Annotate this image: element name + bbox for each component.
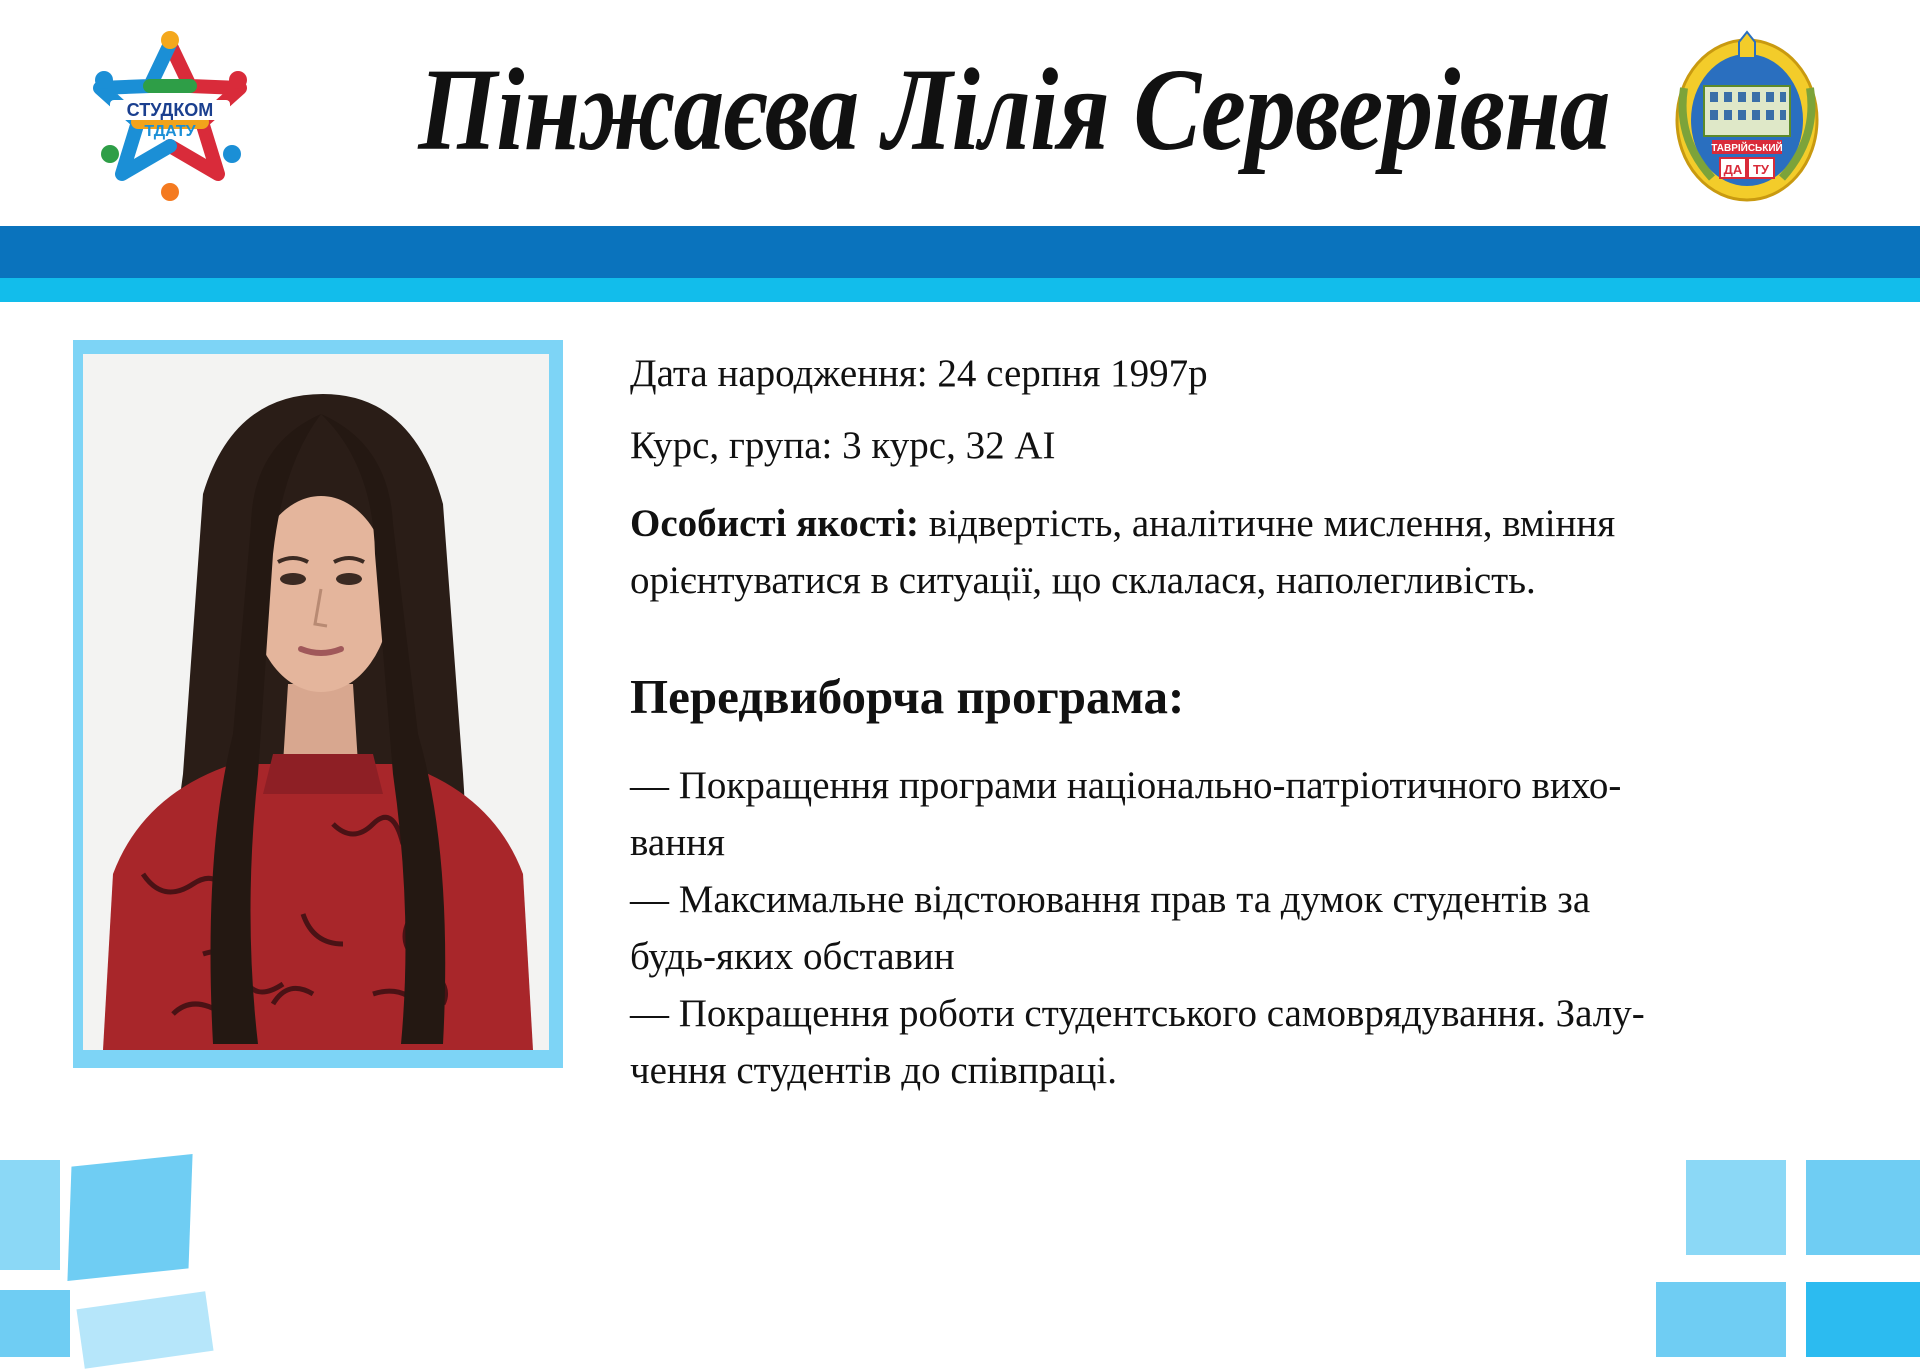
qualities-text-line1: відвертість, аналітичне мислення, вміння: [928, 502, 1616, 545]
birth-date-label: Дата народження:: [630, 352, 928, 395]
header: [0, 0, 1920, 226]
personal-qualities: [630, 495, 1830, 609]
birth-date: [630, 345, 1830, 417]
program-list: [630, 757, 1830, 1099]
decor-square: [0, 1290, 70, 1357]
course-group-label: Курс, група:: [630, 424, 833, 467]
decor-square: [76, 1291, 213, 1369]
decor-square: [0, 1160, 60, 1270]
program-line: — Покращення роботи студентського самоврядування. Залу-: [630, 992, 1645, 1035]
decor-square: [1806, 1282, 1920, 1357]
studkom-logo-line2: ТДАТУ: [144, 123, 196, 140]
studkom-logo-line1: СТУДКОМ: [126, 100, 214, 120]
page-title: Пінжаєва Лілія Серверівна: [418, 44, 1610, 175]
profile-content: [630, 345, 1830, 1099]
header-band-dark: [0, 226, 1920, 278]
qualities-text-line2: орієнтуватися в ситуації, що склалася, наполегливість.: [630, 559, 1536, 602]
photo-frame: [73, 340, 563, 1068]
program-line: — Максимальне відстоювання прав та думок студентів за: [630, 878, 1591, 921]
program-line: будь-яких обставин: [630, 935, 955, 978]
emblem-text-line1: ТАВРІЙСЬКИЙ: [1711, 143, 1783, 154]
birth-date-value: 24 серпня 1997р: [937, 352, 1208, 395]
emblem-text-left: ДА: [1723, 162, 1743, 177]
program-heading: Передвиборча програма:: [630, 669, 1185, 724]
program-line: вання: [630, 821, 725, 864]
emblem-text-right: ТУ: [1752, 162, 1770, 177]
decor-square: [1656, 1282, 1786, 1357]
course-group: [630, 417, 1830, 489]
decor-square: [1686, 1160, 1786, 1255]
qualities-label: Особисті якості:: [630, 502, 920, 545]
header-band-light: [0, 278, 1920, 302]
program-line: — Покращення програми національно-патріотичного вихо-: [630, 764, 1622, 807]
university-emblem: [1672, 28, 1822, 204]
program-line: чення студентів до співпраці.: [630, 1049, 1117, 1092]
decor-square: [67, 1154, 192, 1281]
portrait-photo: [83, 354, 549, 1050]
course-group-value: 3 курс, 32 АІ: [842, 424, 1056, 467]
studkom-logo: [80, 26, 260, 206]
decor-square: [1806, 1160, 1920, 1255]
